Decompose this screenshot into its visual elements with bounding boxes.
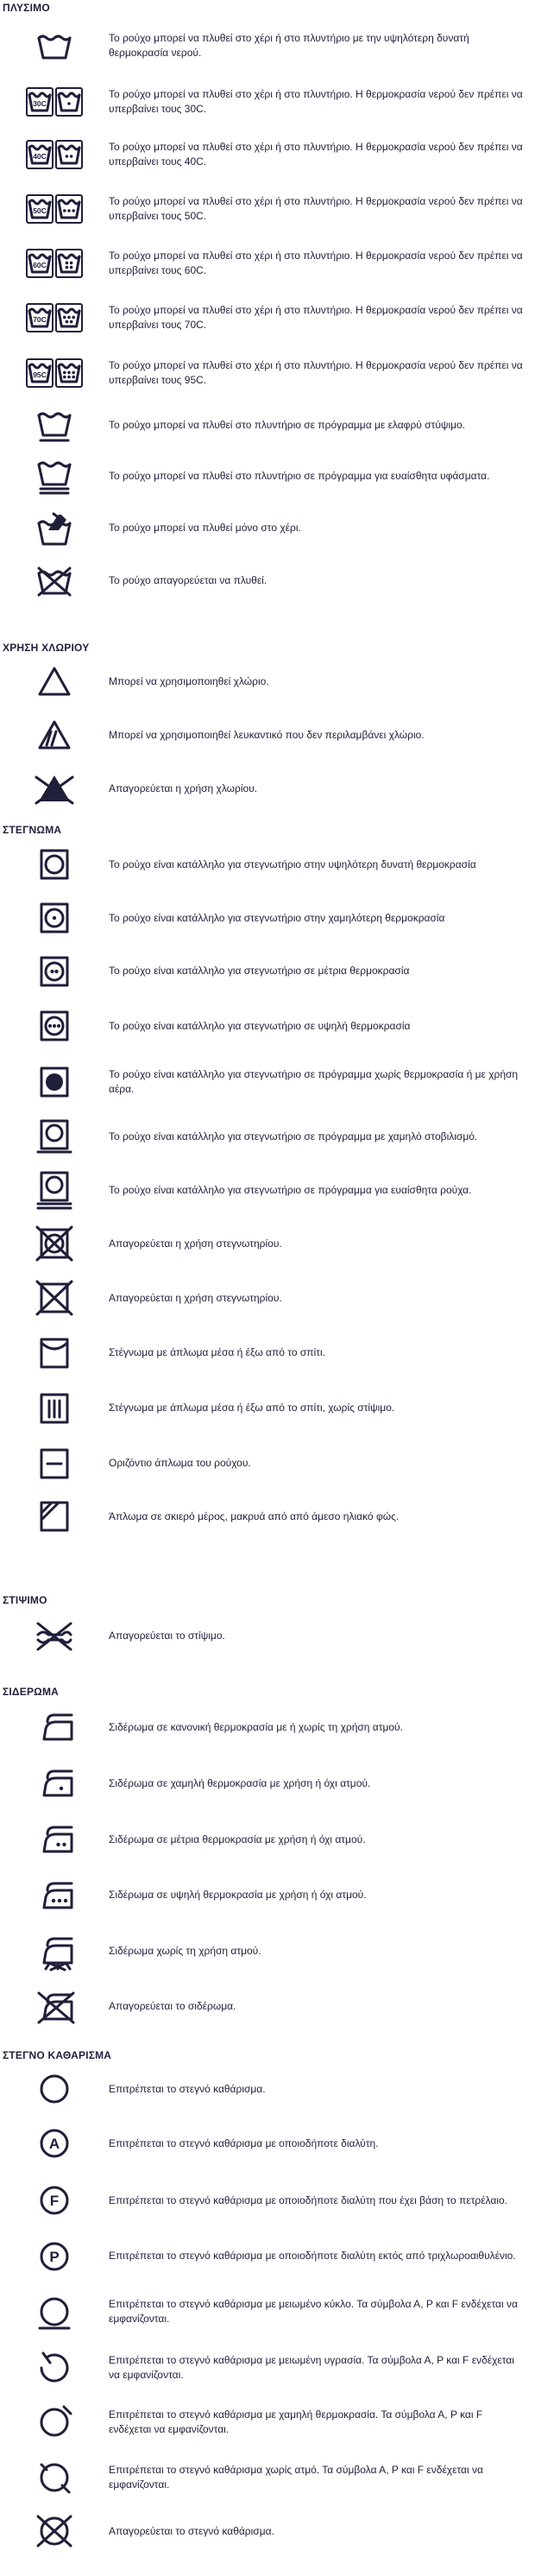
iron-low-icon — [0, 1764, 109, 1802]
svg-text:F: F — [49, 2193, 60, 2209]
svg-text:60C: 60C — [33, 260, 47, 269]
drip-dry-icon-graphic — [35, 1391, 73, 1426]
care-symbol-description: Το ρούχο είναι κατάλληλο για στεγνωτήριο στην χαμηλότερη θερμοκρασία — [109, 911, 445, 924]
tumble-dry-high-icon-graphic — [35, 1009, 73, 1043]
section-title: ΣΤΕΓΝΟ ΚΑΘΑΡΙΣΜΑ — [3, 2049, 112, 2061]
svg-text:50C: 50C — [33, 206, 47, 215]
svg-text:P: P — [49, 2248, 60, 2265]
dry-in-shade-icon — [0, 1499, 109, 1534]
care-symbol-row — [0, 1054, 535, 1110]
do-not-dry-icon — [0, 1281, 109, 1315]
iron-high-icon — [0, 1877, 109, 1915]
iron-medium-icon — [0, 1820, 109, 1858]
care-symbol-description: Το ρούχο είναι κατάλληλο για στεγνωτήριο σε υψηλή θερμοκρασία — [109, 1019, 411, 1032]
care-symbol-row — [0, 1491, 535, 1542]
care-symbol-row — [0, 2172, 535, 2229]
iron-no-steam-icon — [0, 1932, 109, 1970]
hand-wash-icon-graphic — [36, 511, 72, 546]
bleach-allowed-icon — [0, 666, 109, 697]
iron-high-icon-graphic — [33, 1877, 76, 1915]
care-symbol-description: Το ρούχο είναι κατάλληλο για στεγνωτήριο σε πρόγραμμα για ευαίσθητα ρούχα. — [109, 1183, 472, 1196]
care-symbol-row — [0, 2283, 535, 2340]
dry-clean-icon-graphic — [35, 2071, 74, 2107]
line-dry-icon — [0, 1336, 109, 1370]
care-symbol-row — [0, 707, 535, 763]
care-symbol-description: Μπορεί να χρησιμοποιηθεί λευκαντικό που δεν περιλαμβάνει χλώριο. — [109, 728, 425, 741]
care-symbol-description: Απαγορεύεται το στίψιμο. — [109, 1630, 225, 1642]
care-symbol-row — [0, 891, 535, 945]
tumble-dry-medium-icon-graphic — [35, 954, 73, 989]
wash-70c-icon — [0, 303, 109, 332]
care-symbol-description: Το ρούχο μπορεί να πλυθεί στο χέρι ή στο πλυντήριο. Η θερμοκρασία νερού δεν πρέπει να υπερβαίνει τους 70C. — [109, 303, 523, 331]
wash-gentle-icon — [0, 409, 109, 442]
wash-gentle-icon-graphic — [37, 409, 72, 442]
bleach-allowed-icon-graphic — [37, 666, 72, 697]
care-symbol-row — [0, 838, 535, 891]
care-symbol-description: Το ρούχο μπορεί να πλυθεί στο πλυντήριο σε πρόγραμμα με ελαφρύ στύψιμο. — [109, 419, 466, 431]
care-symbol-description: Το ρούχο μπορεί να πλυθεί στο χέρι ή στο πλυντήριο με την υψηλότερη δυνατή θερμοκρασία νερού. — [109, 32, 469, 59]
svg-text:30C: 30C — [33, 98, 47, 108]
care-symbol-row — [0, 945, 535, 997]
care-symbol-row — [0, 2396, 535, 2449]
iron-icon — [0, 1708, 109, 1746]
care-symbol-description: Επιτρέπεται το στεγνό καθάρισμα με οποιοδήποτε διαλύτη που έχει βάση το πετρέλαιο. — [109, 2193, 507, 2206]
dry-clean-any-solvent-icon — [0, 2125, 109, 2161]
dry-clean-no-steam-icon-graphic — [35, 2459, 74, 2496]
care-symbol-description: Το ρούχο μπορεί να πλυθεί στο χέρι ή στο πλυντήριο. Η θερμοκρασία νερού δεν πρέπει να υπερβαίνει τους 50C. — [109, 194, 523, 222]
svg-text:40C: 40C — [33, 151, 47, 161]
dry-clean-non-trichloroethylene-icon — [0, 2238, 109, 2275]
svg-text:A: A — [48, 2136, 60, 2152]
care-symbol-row — [0, 1270, 535, 1326]
wash-delicate-icon-graphic — [37, 459, 72, 495]
iron-low-icon-graphic — [33, 1764, 76, 1802]
tumble-dry-high-icon — [0, 1009, 109, 1043]
care-symbol-row — [0, 1812, 535, 1867]
section-title: ΣΤΙΨΙΜΟ — [3, 1594, 47, 1606]
care-symbol-row — [0, 450, 535, 503]
care-symbol-row — [0, 2229, 535, 2283]
do-not-dry-clean-icon-graphic — [35, 2513, 74, 2549]
tumble-dry-medium-icon — [0, 954, 109, 989]
care-symbol-description: Σιδέρωμα σε υψηλή θερμοκρασία με χρήση ή όχι ατμού. — [109, 1889, 367, 1901]
care-symbol-row — [0, 1867, 535, 1923]
care-symbol-description: Το ρούχο είναι κατάλληλο για στεγνωτήριο σε πρόγραμμα χωρίς θερμοκρασία ή με χρήση αέρα. — [109, 1068, 519, 1095]
care-symbol-description: Επιτρέπεται το στεγνό καθάρισμα με οποιοδήποτε διαλύτη. — [109, 2136, 379, 2149]
care-symbol-description: Στέγνωμα με άπλωμα μέσα ή έξω από το σπίτι. — [109, 1346, 325, 1358]
no-bleach-icon — [0, 771, 109, 806]
care-symbol-description: Το ρούχο μπορεί να πλυθεί στο χέρι ή στο πλυντήριο. Η θερμοκρασία νερού δεν πρέπει να υπερβαίνει τους 60C. — [109, 249, 523, 276]
care-symbol-row — [0, 236, 535, 290]
tumble-dry-low-icon-graphic — [35, 901, 73, 935]
do-not-wash-icon-graphic — [35, 566, 73, 597]
care-symbol-description: Σιδέρωμα σε κανονική θερμοκρασία με ή χωρίς τη χρήση ατμού. — [109, 1720, 403, 1733]
iron-medium-icon-graphic — [33, 1820, 76, 1858]
care-symbol-description: Επιτρέπεται το στεγνό καθάρισμα με μειωμένο κύκλο. Τα σύμβολα Α, P και F ενδέχεται να εμφανίζονται. — [109, 2298, 518, 2325]
hand-wash-icon — [0, 511, 109, 546]
tumble-dry-no-heat-icon — [0, 1065, 109, 1099]
dry-clean-non-trichloroethylene-icon-graphic — [35, 2238, 74, 2275]
wash-60c-icon-graphic — [26, 249, 83, 278]
care-symbol-description: Το ρούχο μπορεί να πλυθεί στο χέρι ή στο πλυντήριο. Η θερμοκρασία νερού δεν πρέπει να υπερβαίνει τους 30C. — [109, 87, 523, 115]
care-symbol-row — [0, 1608, 535, 1664]
wash-40c-icon — [0, 140, 109, 169]
care-symbol-row — [0, 1699, 535, 1755]
wash-95c-icon-graphic — [26, 358, 83, 388]
non-chlorine-bleach-icon — [0, 719, 109, 750]
care-symbol-row — [0, 1923, 535, 1978]
care-symbol-description: Το ρούχο είναι κατάλληλο για στεγνωτήριο σε μέτρια θερμοκρασία — [109, 965, 410, 977]
care-symbol-row — [0, 655, 535, 707]
care-symbol-row — [0, 1217, 535, 1270]
section-2 — [0, 640, 535, 814]
care-symbol-row — [0, 345, 535, 401]
care-symbol-row — [0, 2063, 535, 2115]
care-symbol-description: Στέγνωμα με άπλωμα μέσα ή έξω από το σπίτι, χωρίς στίψιμο. — [109, 1402, 395, 1414]
care-symbol-description: Απαγορεύεται η χρήση στεγνωτηρίου. — [109, 1237, 282, 1250]
dry-flat-icon — [0, 1446, 109, 1481]
care-symbol-description: Το ρούχο απαγορεύεται να πλυθεί. — [109, 574, 268, 586]
tumble-dry-icon-graphic — [35, 847, 73, 882]
dry-clean-low-heat-icon-graphic — [35, 2404, 74, 2440]
care-symbol-row — [0, 763, 535, 814]
care-symbol-row — [0, 2115, 535, 2172]
section-5 — [0, 1684, 535, 2035]
care-symbol-row — [0, 16, 535, 76]
care-symbol-description: Άπλωμα σε σκιερό μέρος, μακρυά από από άμεσο ηλιακό φώς. — [109, 1510, 400, 1522]
do-not-iron-icon-graphic — [33, 1988, 76, 2026]
svg-text:70C: 70C — [33, 314, 47, 324]
section-6 — [0, 2048, 535, 2556]
section-title: ΣΤΕΓΝΩΜΑ — [3, 824, 62, 836]
tumble-dry-no-heat-icon-graphic — [35, 1065, 73, 1099]
dry-clean-petroleum-icon-graphic — [35, 2182, 74, 2218]
tumble-dry-permanent-press-icon — [0, 1117, 109, 1155]
care-symbol-description: Το ρούχο μπορεί να πλυθεί μόνο στο χέρι. — [109, 522, 301, 534]
dry-clean-low-heat-icon — [0, 2404, 109, 2440]
care-symbol-row — [0, 1326, 535, 1380]
wash-50c-icon — [0, 194, 109, 224]
dry-clean-reduced-moisture-icon-graphic — [35, 2350, 74, 2386]
dry-clean-any-solvent-icon-graphic — [35, 2125, 74, 2161]
care-symbol-row — [0, 181, 535, 236]
do-not-iron-icon — [0, 1988, 109, 2026]
care-symbol-row — [0, 2340, 535, 2396]
dry-clean-reduced-moisture-icon — [0, 2350, 109, 2386]
care-symbol-description: Το ρούχο είναι κατάλληλο για στεγνωτήριο σε πρόγραμμα με χαμηλό στοβιλισμό. — [109, 1130, 478, 1142]
care-symbol-description: Οριζόντιο άπλωμα του ρούχου. — [109, 1457, 251, 1469]
tumble-dry-delicate-icon — [0, 1169, 109, 1211]
care-symbol-description: Επιτρέπεται το στεγνό καθάρισμα χωρίς ατμό. Τα σύμβολα Α, P και F ενδέχεται να εμφανίζονται. — [109, 2464, 483, 2491]
care-symbol-description: Το ρούχο μπορεί να πλυθεί στο χέρι ή στο πλυντήριο. Η θερμοκρασία νερού δεν πρέπει να υπερβαίνει τους 40C. — [109, 140, 523, 168]
wash-50c-icon-graphic — [26, 194, 83, 224]
wash-30c-icon-graphic — [26, 87, 83, 117]
do-not-wring-icon — [0, 1621, 109, 1652]
care-symbol-description: Απαγορεύεται το σιδέρωμα. — [109, 2000, 236, 2012]
care-symbol-row — [0, 76, 535, 127]
care-symbol-description: Το ρούχο μπορεί να πλυθεί στο χέρι ή στο πλυντήριο. Η θερμοκρασία νερού δεν πρέπει να υπερβαίνει τους 95C. — [109, 358, 523, 386]
care-symbol-row — [0, 401, 535, 450]
care-symbol-description: Επιτρέπεται το στεγνό καθάρισμα. — [109, 2082, 266, 2095]
care-symbol-description: Μπορεί να χρησιμοποιηθεί χλώριο. — [109, 674, 269, 687]
drip-dry-icon — [0, 1391, 109, 1426]
dry-in-shade-icon-graphic — [35, 1499, 73, 1534]
dry-clean-petroleum-icon — [0, 2182, 109, 2218]
care-symbol-description: Απαγορεύεται η χρήση χλωρίου. — [109, 782, 258, 794]
care-symbol-description: Επιτρέπεται το στεγνό καθάρισμα με χαμηλή θερμοκρασία. Τα σύμβολα Α, P και F ενδέχεται να εμφανίζονται. — [109, 2408, 483, 2435]
care-symbol-description: Επιτρέπεται το στεγνό καθάρισμα με μειωμένη υγρασία. Τα σύμβολα Α, P και F ενδέχεται να εμφανίζονται. — [109, 2354, 514, 2381]
wash-40c-icon-graphic — [26, 140, 83, 169]
care-symbol-row — [0, 290, 535, 345]
care-symbol-description: Σιδέρωμα χωρίς τη χρήση ατμού. — [109, 1944, 261, 1957]
line-dry-icon-graphic — [35, 1336, 73, 1370]
dry-clean-short-cycle-icon-graphic — [35, 2294, 74, 2330]
tumble-dry-low-icon — [0, 901, 109, 935]
do-not-tumble-dry-icon — [0, 1226, 109, 1261]
care-symbol-row — [0, 997, 535, 1054]
wash-tub-icon-graphic — [37, 32, 72, 60]
wash-30c-icon — [0, 87, 109, 117]
no-bleach-icon-graphic — [34, 771, 75, 806]
do-not-wring-icon-graphic — [33, 1621, 76, 1652]
care-symbol-row — [0, 1380, 535, 1436]
care-symbol-row — [0, 127, 535, 181]
care-symbol-description: Το ρούχο είναι κατάλληλο για στεγνωτήριο στην υψηλότερη δυνατή θερμοκρασία — [109, 858, 476, 870]
care-symbol-description: Απαγορεύεται το στεγνό καθάρισμα. — [109, 2524, 274, 2537]
wash-delicate-icon — [0, 459, 109, 495]
section-3 — [0, 822, 535, 1542]
wash-95c-icon — [0, 358, 109, 388]
wash-70c-icon-graphic — [26, 303, 83, 332]
do-not-dry-clean-icon — [0, 2513, 109, 2549]
care-symbol-description: Επιτρέπεται το στεγνό καθάρισμα με οποιοδήποτε διαλύτη εκτός από τριχλωροαιθυλένιο. — [109, 2250, 516, 2262]
dry-clean-icon — [0, 2071, 109, 2107]
care-symbol-row — [0, 1436, 535, 1491]
tumble-dry-icon — [0, 847, 109, 882]
wash-60c-icon — [0, 249, 109, 278]
care-symbol-description: Σιδέρωμα σε χαμηλή θερμοκρασία με χρήση ή όχι ατμού. — [109, 1776, 371, 1789]
section-1 — [0, 0, 535, 608]
care-symbol-description: Το ρούχο μπορεί να πλυθεί στο πλυντήριο σε πρόγραμμα για ευαίσθητα υφάσματα. — [109, 470, 490, 482]
care-symbol-row — [0, 554, 535, 608]
dry-clean-no-steam-icon — [0, 2459, 109, 2496]
section-title: ΣΙΔΕΡΩΜΑ — [3, 1686, 60, 1698]
do-not-dry-icon-graphic — [35, 1281, 73, 1315]
care-symbol-description: Σιδέρωμα σε μέτρια θερμοκρασία με χρήση ή όχι ατμού. — [109, 1832, 366, 1845]
section-4 — [0, 1592, 535, 1664]
svg-text:95C: 95C — [33, 370, 47, 379]
tumble-dry-delicate-icon-graphic — [35, 1169, 73, 1211]
care-symbol-row — [0, 2506, 535, 2556]
do-not-tumble-dry-icon-graphic — [35, 1226, 73, 1261]
section-title: ΧΡΗΣΗ ΧΛΩΡΙΟΥ — [3, 642, 90, 654]
care-symbol-description: Απαγορεύεται η χρήση στεγνωτηρίου. — [109, 1291, 282, 1304]
dry-clean-short-cycle-icon — [0, 2294, 109, 2330]
iron-icon-graphic — [33, 1708, 76, 1746]
wash-tub-icon — [0, 32, 109, 60]
care-symbol-row — [0, 1755, 535, 1812]
care-symbol-row — [0, 2449, 535, 2506]
tumble-dry-permanent-press-icon-graphic — [35, 1117, 73, 1155]
care-symbol-row — [0, 503, 535, 554]
care-symbol-row — [0, 1110, 535, 1163]
do-not-wash-icon — [0, 566, 109, 597]
non-chlorine-bleach-icon-graphic — [37, 719, 72, 750]
section-title: ΠΛΥΣΙΜΟ — [3, 2, 50, 14]
care-symbol-row — [0, 1163, 535, 1217]
iron-no-steam-icon-graphic — [33, 1932, 76, 1970]
dry-flat-icon-graphic — [35, 1446, 73, 1481]
care-symbol-row — [0, 1978, 535, 2035]
